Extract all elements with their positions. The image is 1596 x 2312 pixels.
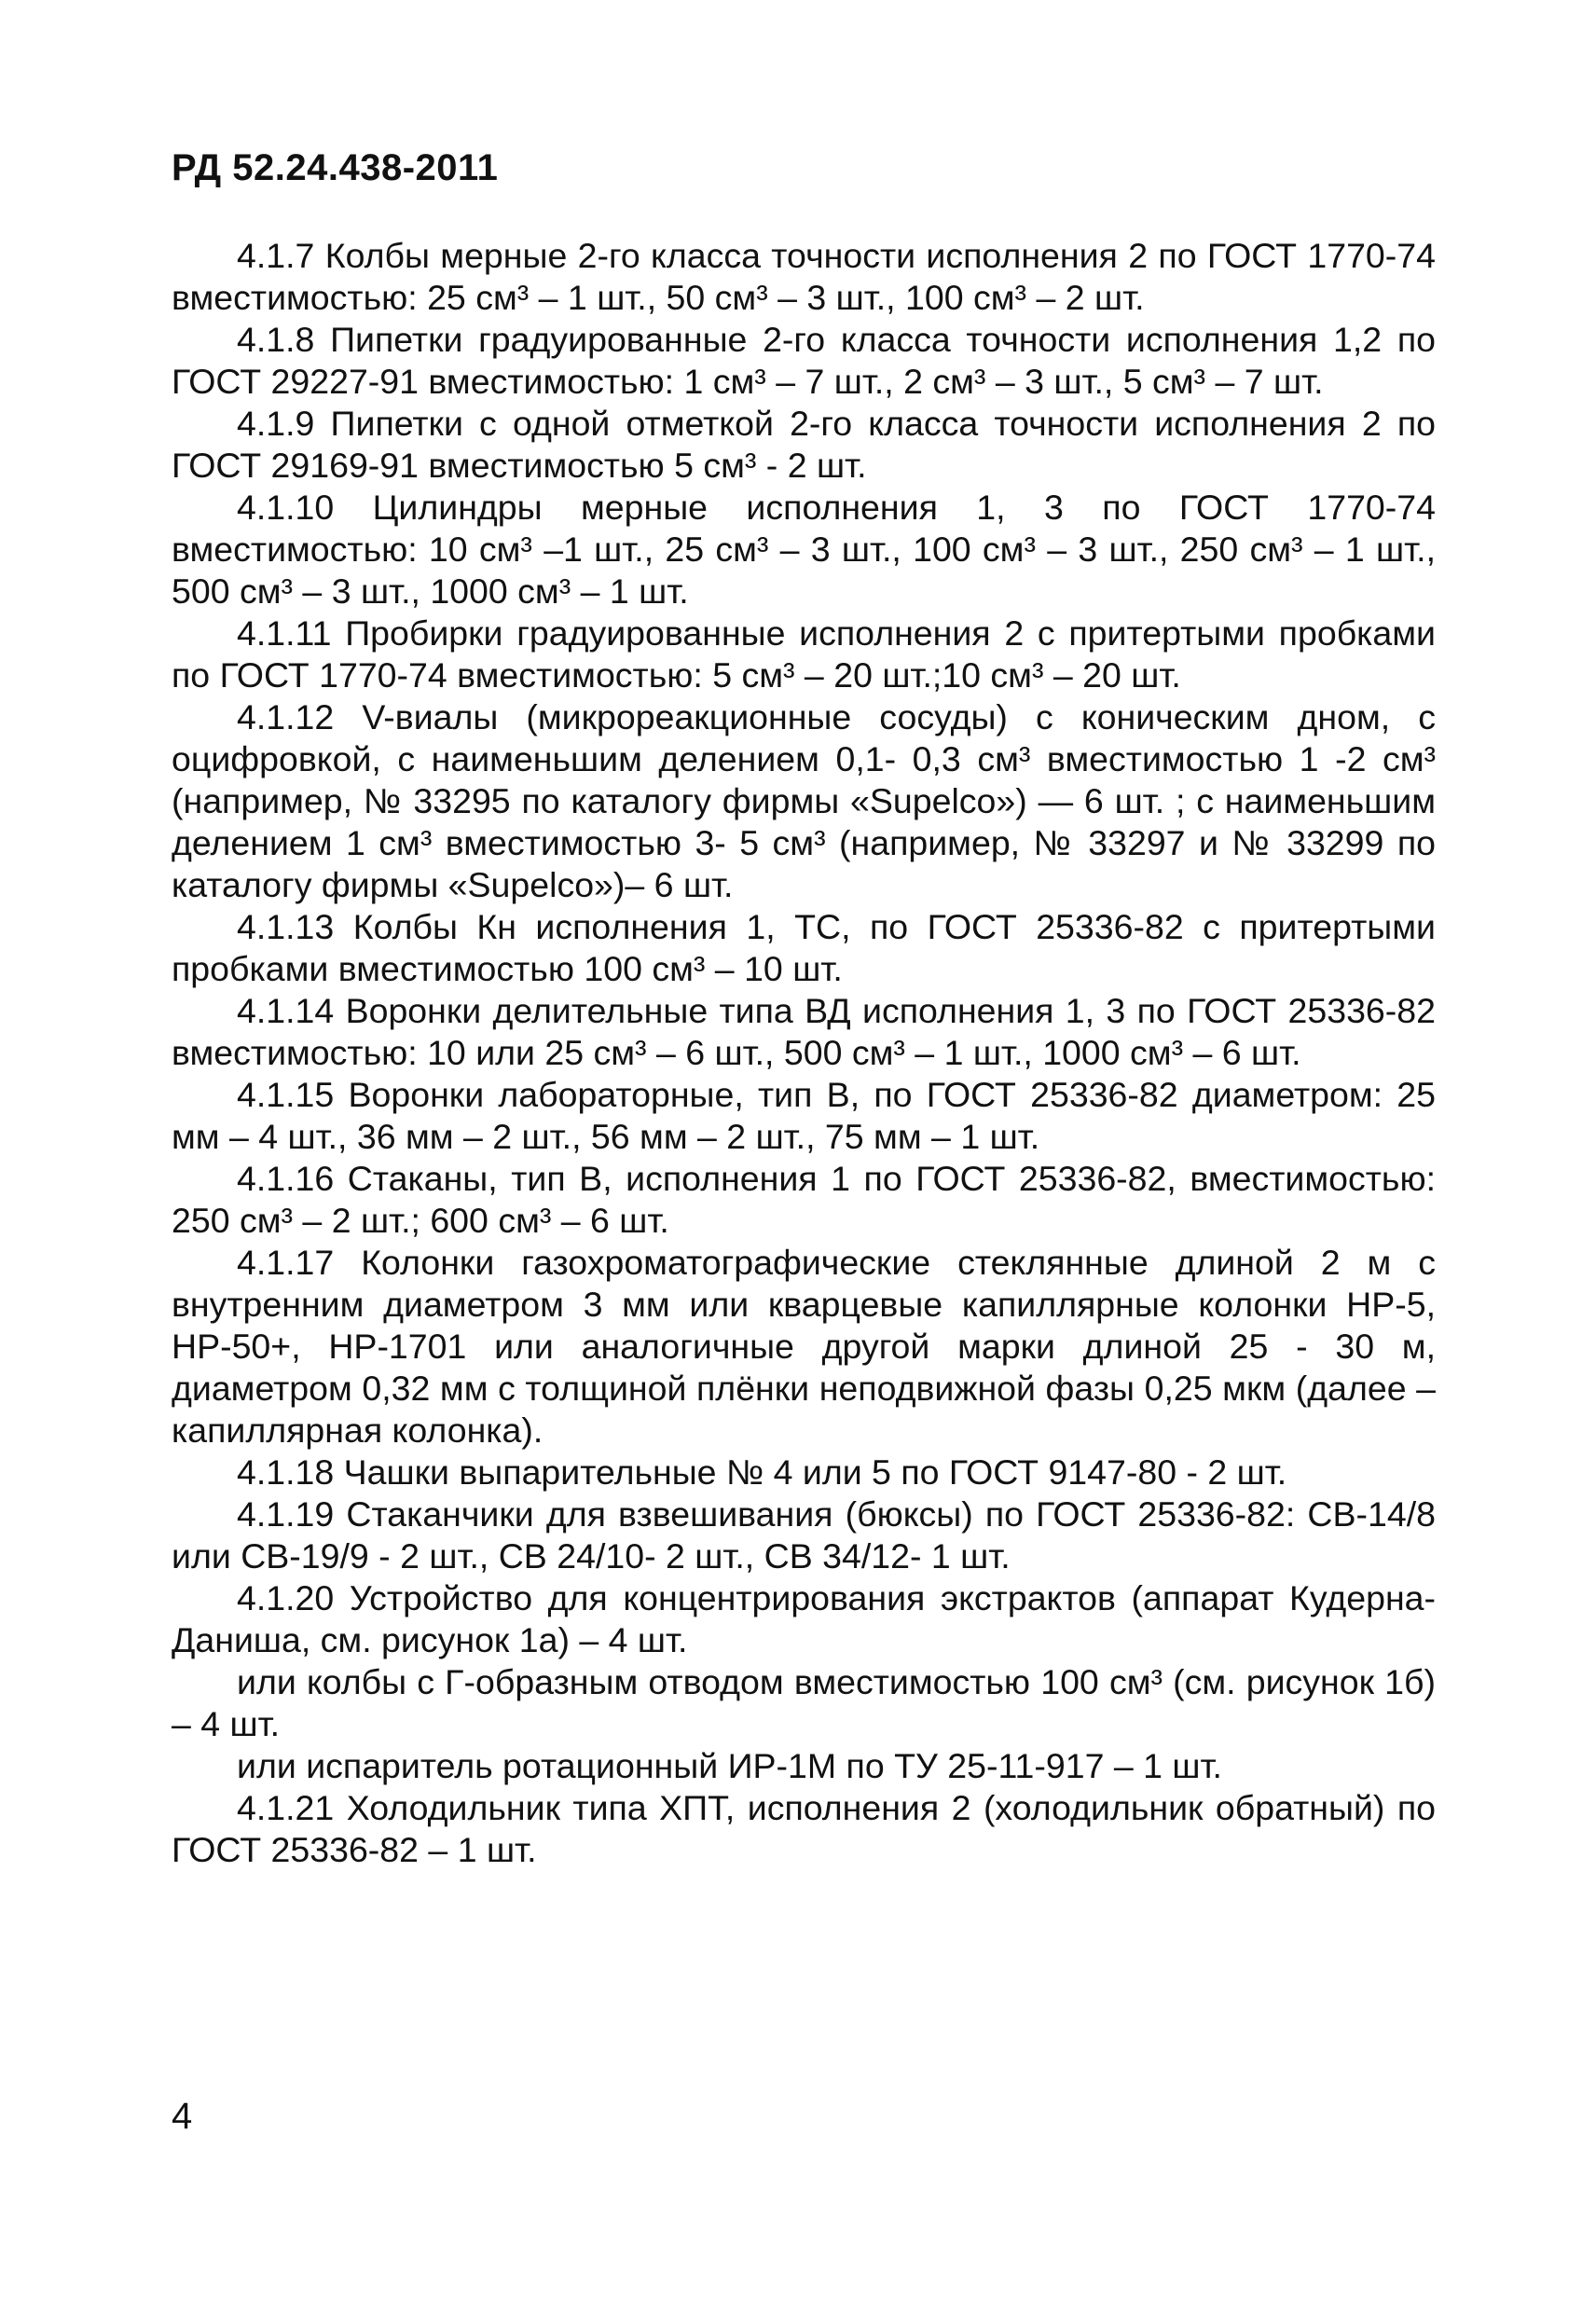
item-4-1-14: 4.1.14 Воронки делительные типа ВД исполнения 1, 3 по ГОСТ 25336-82 вместимостью: 10 или 25 см³ – 6 шт., 500 см³ – 1 шт., 1000 см³ – 6 шт.	[172, 991, 1436, 1072]
page-number: 4	[172, 2096, 193, 2137]
item-4-1-7: 4.1.7 Колбы мерные 2-го класса точности исполнения 2 по ГОСТ 1770-74 вместимостью: 25 см³ – 1 шт., 50 см³ – 3 шт., 100 см³ – 2 шт.	[172, 236, 1436, 317]
item-4-1-21: 4.1.21 Холодильник типа ХПТ, исполнения 2 (холодильник обратный) по ГОСТ 25336-82 – 1 шт.	[172, 1788, 1436, 1869]
item-4-1-11: 4.1.11 Пробирки градуированные исполнения 2 с притертыми пробками по ГОСТ 1770-74 вместимостью: 5 см³ – 20 шт.;10 см³ – 20 шт.	[172, 613, 1436, 695]
item-4-1-13: 4.1.13 Колбы Кн исполнения 1, ТС, по ГОСТ 25336-82 с притертыми пробками вместимостью 100 см³ – 10 шт.	[172, 907, 1436, 988]
document-header: РД 52.24.438-2011	[172, 147, 499, 188]
item-4-1-18: 4.1.18 Чашки выпарительные № 4 или 5 по ГОСТ 9147-80 - 2 шт.	[237, 1452, 1287, 1492]
item-4-1-19: 4.1.19 Стаканчики для взвешивания (бюксы) по ГОСТ 25336-82: СВ-14/8 или СВ-19/9 - 2 шт., СВ 24/10- 2 шт., СВ 34/12- 1 шт.	[172, 1494, 1436, 1576]
item-4-1-10: 4.1.10 Цилиндры мерные исполнения 1, 3 по ГОСТ 1770-74 вместимостью: 10 см³ –1 шт., 25 см³ – 3 шт., 100 см³ – 3 шт., 250 см³ – 1 шт., 500 см³ – 3 шт., 1000 см³ – 1 шт.	[172, 488, 1436, 611]
item-4-1-8: 4.1.8 Пипетки градуированные 2-го класса точности исполнения 1,2 по ГОСТ 29227-91 вместимостью: 1 см³ – 7 шт., 2 см³ – 3 шт., 5 см³ – 7 шт.	[172, 320, 1436, 401]
item-4-1-20-alt-flask: или колбы с Г-образным отводом вместимостью 100 см³ (см. рисунок 1б) – 4 шт.	[172, 1662, 1436, 1743]
document-body	[172, 235, 1436, 1871]
item-4-1-20-alt-evaporator: или испаритель ротационный ИР-1М по ТУ 25-11-917 – 1 шт.	[237, 1746, 1222, 1785]
item-4-1-16: 4.1.16 Стаканы, тип В, исполнения 1 по ГОСТ 25336-82, вместимостью: 250 см³ – 2 шт.; 600 см³ – 6 шт.	[172, 1159, 1436, 1240]
item-4-1-12: 4.1.12 V-виалы (микрореакционные сосуды) с коническим дном, с оцифровкой, с наименьшим делением 0,1- 0,3 см³ вместимостью 1 -2 см³ (например, № 33295 по каталогу фирмы «Supelco») — 6 шт. ; с наименьшим делением 1 см³ вместимостью 3- 5 см³ (например, № 33297 и № 33299 по каталогу фирмы «Supelco»)– 6 шт.	[172, 697, 1436, 904]
item-4-1-9: 4.1.9 Пипетки с одной отметкой 2-го класса точности исполнения 2 по ГОСТ 29169-91 вместимостью 5 см³ - 2 шт.	[172, 404, 1436, 485]
item-4-1-15: 4.1.15 Воронки лабораторные, тип В, по ГОСТ 25336-82 диаметром: 25 мм – 4 шт., 36 мм – 2 шт., 56 мм – 2 шт., 75 мм – 1 шт.	[172, 1075, 1436, 1156]
item-4-1-17: 4.1.17 Колонки газохроматографические стеклянные длиной 2 м с внутренним диаметром 3 мм или кварцевые капиллярные колонки НР-5, НР-50+, НР-1701 или аналогичные другой марки длиной 25 - 30 м, диаметром 0,32 мм с толщиной плёнки неподвижной фазы 0,25 мкм (далее – капиллярная колонка).	[172, 1243, 1436, 1450]
item-4-1-20: 4.1.20 Устройство для концентрирования экстрактов (аппарат Кудерна-Даниша, см. рисунок 1а) – 4 шт.	[172, 1578, 1436, 1659]
